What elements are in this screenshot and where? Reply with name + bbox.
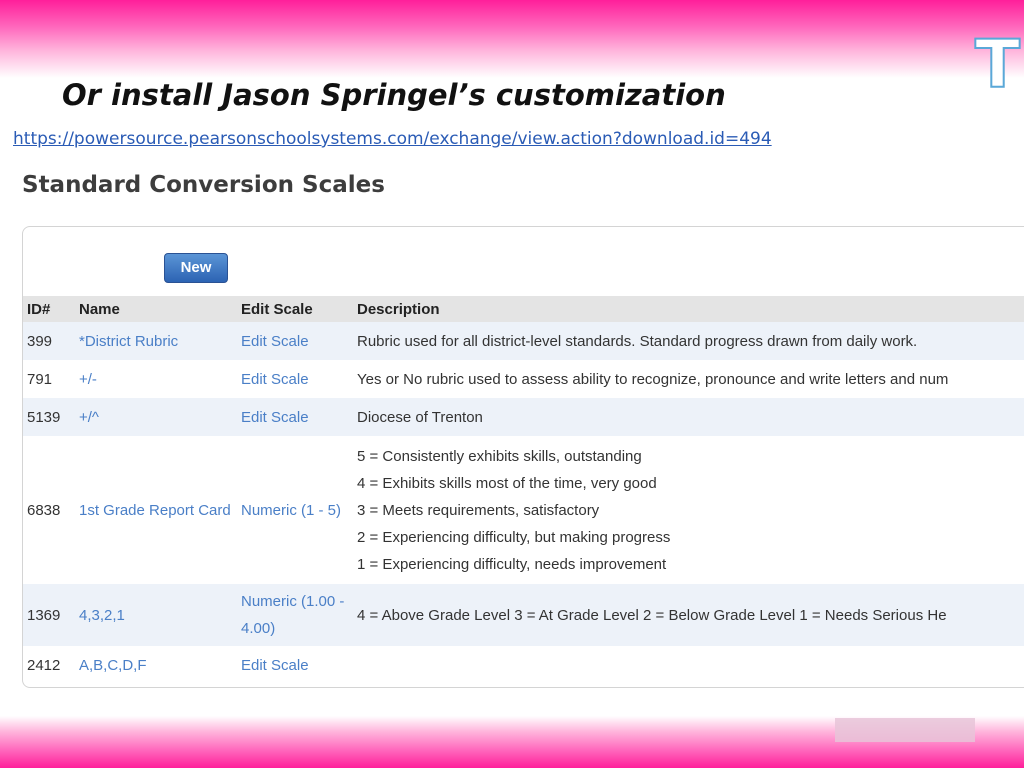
row-description: Diocese of Trenton xyxy=(353,398,1024,436)
row-name-link[interactable]: 4,3,2,1 xyxy=(75,584,237,646)
description-line: 5 = Consistently exhibits skills, outstanding xyxy=(357,447,642,465)
table-row xyxy=(23,398,1024,436)
edit-scale-link[interactable]: Numeric (1 - 5) xyxy=(241,501,342,519)
table-row xyxy=(23,646,1024,684)
row-description: 4 = Above Grade Level 3 = At Grade Level 2 = Below Grade Level 1 = Needs Serious He xyxy=(353,584,1024,646)
corner-letter-logo: T xyxy=(975,26,1021,103)
column-header-id: ID# xyxy=(23,296,75,322)
description-line: 3 = Meets requirements, satisfactory xyxy=(357,501,600,519)
column-header-name: Name xyxy=(75,296,237,322)
row-description xyxy=(353,436,1024,584)
row-name-link[interactable]: +/^ xyxy=(75,398,237,436)
row-description: Rubric used for all district-level standards. Standard progress drawn from daily work. xyxy=(353,322,1024,360)
new-button[interactable]: New xyxy=(164,253,228,283)
scales-table xyxy=(23,296,1024,684)
description-line: 2 = Experiencing difficulty, but making progress xyxy=(357,528,671,546)
row-id: 6838 xyxy=(27,501,61,519)
table-row xyxy=(23,360,1024,398)
row-name-link[interactable]: +/- xyxy=(79,370,97,388)
scales-panel xyxy=(22,226,1024,688)
footer-placeholder-box xyxy=(835,718,975,742)
column-header-edit-scale: Edit Scale xyxy=(237,296,353,322)
table-header-row xyxy=(23,296,1024,322)
row-description: Yes or No rubric used to assess ability to recognize, pronounce and write letters and num xyxy=(357,370,949,388)
row-id: 5139 xyxy=(23,398,75,436)
slide-title: Or install Jason Springel’s customization xyxy=(62,78,726,112)
description-line: 4 = Exhibits skills most of the time, very good xyxy=(357,474,657,492)
edit-scale-link[interactable]: Numeric (1.00 - 4.00) xyxy=(237,584,353,646)
page-heading: Standard Conversion Scales xyxy=(22,172,385,198)
row-id: 1369 xyxy=(23,584,75,646)
row-id: 2412 xyxy=(27,656,61,674)
table-row xyxy=(23,322,1024,360)
table-row xyxy=(23,436,1024,584)
row-description xyxy=(353,646,1024,684)
row-name-link[interactable]: A,B,C,D,F xyxy=(79,656,147,674)
description-line: 1 = Experiencing difficulty, needs improvement xyxy=(357,555,667,573)
row-name-link[interactable]: 1st Grade Report Card xyxy=(79,501,231,519)
row-id: 399 xyxy=(23,322,75,360)
row-name-link[interactable]: *District Rubric xyxy=(75,322,237,360)
edit-scale-link[interactable]: Edit Scale xyxy=(241,370,309,388)
edit-scale-link[interactable]: Edit Scale xyxy=(241,656,309,674)
edit-scale-link[interactable]: Edit Scale xyxy=(237,398,353,436)
download-link[interactable]: https://powersource.pearsonschoolsystems.com/exchange/view.action?download.id=494 xyxy=(13,129,772,149)
table-row xyxy=(23,584,1024,646)
top-decor-band xyxy=(0,0,1024,78)
edit-scale-link[interactable]: Edit Scale xyxy=(237,322,353,360)
row-id: 791 xyxy=(27,370,53,388)
column-header-description: Description xyxy=(353,296,1024,322)
